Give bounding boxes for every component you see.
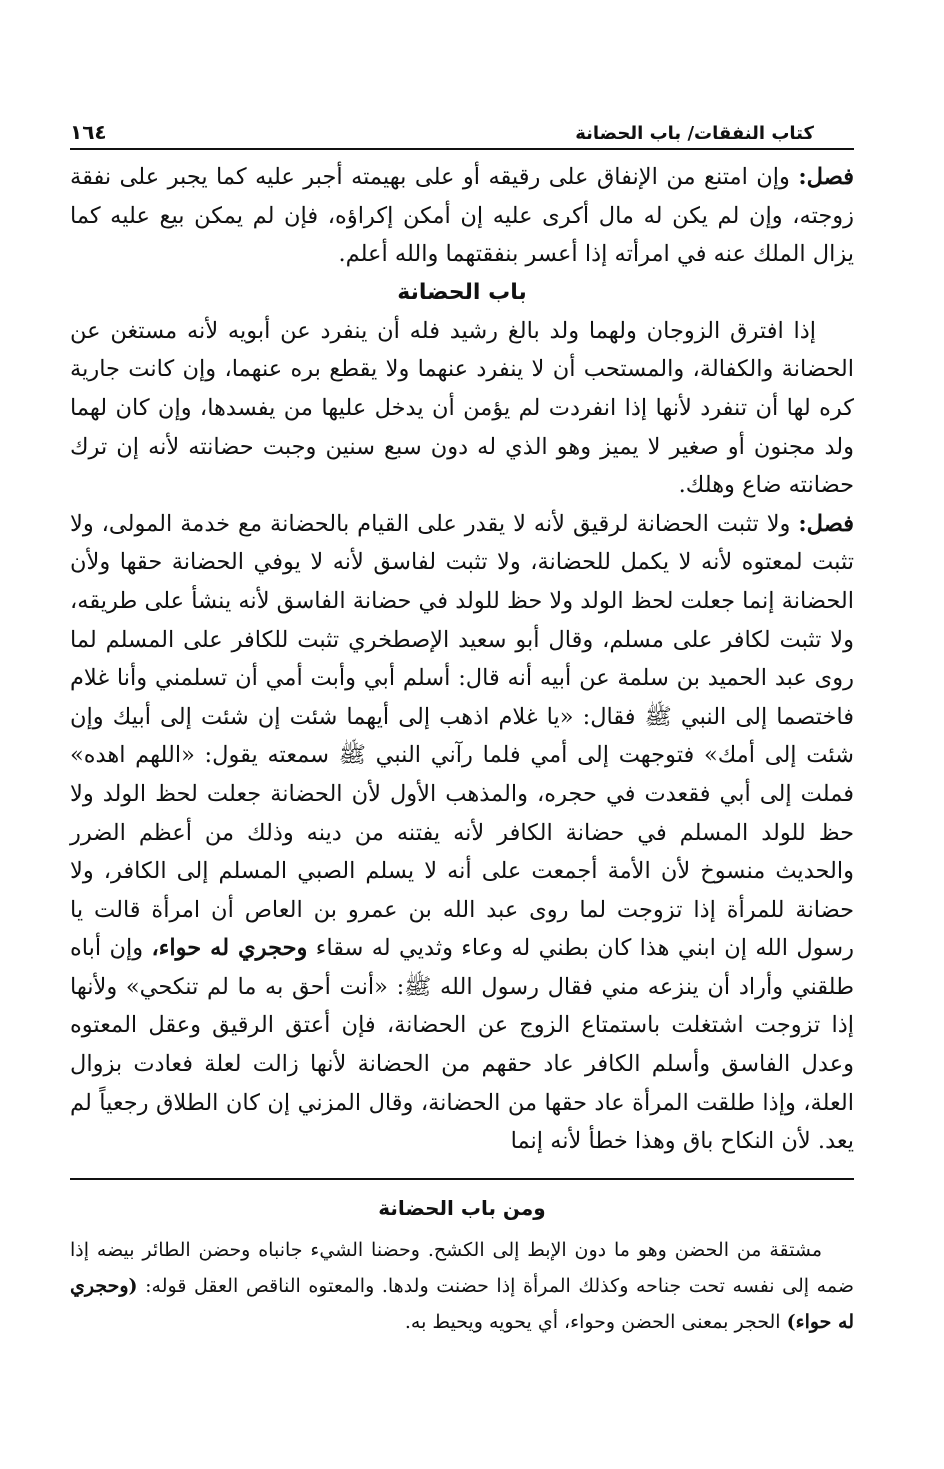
footnote-bold-quote: (وحجري له حواء)	[70, 1275, 854, 1333]
fasl-label: فصل:	[798, 164, 854, 190]
footnote-divider	[70, 1178, 854, 1180]
main-text	[70, 158, 854, 1161]
running-title: كتاب النفقات/ باب الحضانة	[575, 123, 814, 144]
bold-phrase: وحجري له حواء،	[151, 935, 308, 962]
footnote-heading: ومن باب الحضانة	[378, 1196, 546, 1220]
paragraph-fasl-2	[70, 505, 854, 1161]
paragraph-text: وإن امتنع من الإنفاق على رقيقه أو على بهيمته أجبر عليه كما يجبر على نفقة زوجته، وإن لم يكن له مال أكرى عليه إن أمكن إكراؤه، فإن لم يمكن بيع عليه كما يزال الملك عنه في امرأته إذا أعسر بنفقتهما والله أعلم.	[70, 164, 854, 268]
paragraph-text-end: وإن أباه طلقني وأراد أن ينزعه مني فقال رسول الله ﷺ: «أنت أحق به ما لم تنكحي» ولأنها إذا تزوجت اشتغلت باستمتاع الزوج عن الحضانة، فإن أعتق الرقيق وعقل المعتوه وعدل الفاسق وأسلم الكافر عاد حقهم من الحضانة لأنها زالت لعلة فعادت بزوال العلة، وإذا طلقت المرأة عاد حقها من الحضانة، وقال المزني إن كان الطلاق رجعياً لم يعد. لأن النكاح باق وهذا خطأ لأنه إنما	[70, 935, 854, 1155]
paragraph-fasl-1	[70, 158, 854, 274]
footnote-text-end: الحجر بمعنى الحضن وحواء، أي يحويه ويحيط به.	[404, 1311, 781, 1333]
footnote-text-start: مشتقة من الحضن وهو ما دون الإبط إلى الكشح. وحضنا الشيء جانباه وحضن الطائر بيضه إذا ضمه إلى نفسه تحت جناحه وكذلك المرأة إذا حضنت ولدها. والمعتوه الناقص العقل قوله:	[70, 1239, 854, 1297]
footnote	[70, 1190, 854, 1340]
paragraph-text-start: ولا تثبت الحضانة لرقيق لأنه لا يقدر على القيام بالحضانة مع خدمة المولى، ولا تثبت لمعتوه لأنه لا يكمل للحضانة، ولا تثبت لفاسق لأنه لا يوفي الحضانة حقها ولأن الحضانة إنما جعلت لحظ الولد ولا حظ للولد في حضانة الفاسق لأنه ينشأ على طريقه، ولا تثبت لكافر على مسلم، وقال أبو سعيد الإصطخري تثبت للكافر على المسلم لما روى عبد الحميد بن سلمة عن أبيه أنه قال: أسلم أبي وأبت أمي أن تسلمني وأنا غلام فاختصما إلى النبي ﷺ فقال: «يا غلام اذهب إلى أيهما شئت إن شئت إلى أبيك وإن شئت إلى أمك» فتوجهت إلى أمي فلما رآني النبي ﷺ سمعته يقول: «اللهم اهده» فملت إلى أبي فقعدت في حجره، والمذهب الأول لأن الحضانة جعلت لحظ الولد ولا حظ للولد المسلم في حضانة الكافر لأنه يفتنه من دينه وذلك من أعظم الضرر والحديث منسوخ لأن الأمة أجمعت على أنه لا يسلم الصبي المسلم إلى الكافر، ولا حضانة للمرأة إذا تزوجت لما روى عبد الله بن عمرو بن العاص أن امرأة قالت يا رسول الله إن ابني هذا كان بطني له وعاء وثديي له سقاء	[70, 510, 855, 962]
running-head	[70, 104, 854, 150]
chapter-heading: باب الحضانة	[397, 279, 527, 305]
footnote-text	[70, 1232, 854, 1340]
page-number: ١٦٤	[70, 120, 107, 144]
paragraph-2: إذا افترق الزوجان ولهما ولد بالغ رشيد فله أن ينفرد عن أبويه لأنه مستغن عن الحضانة والكفالة، والمستحب أن لا ينفرد عنهما ولا يقطع بره عنهما، وإن كانت جارية كره لها أن تنفرد لأنها إذا انفردت لم يؤمن أن يدخل عليها من يفسدها، وإن كان لهما ولد مجنون أو صغير لا يميز وهو الذي له دون سبع سنين وجبت حضانته لأنه إن ترك حضانته ضاع وهلك.	[70, 317, 854, 499]
page	[70, 0, 854, 1469]
fasl-label: فصل:	[798, 510, 854, 537]
